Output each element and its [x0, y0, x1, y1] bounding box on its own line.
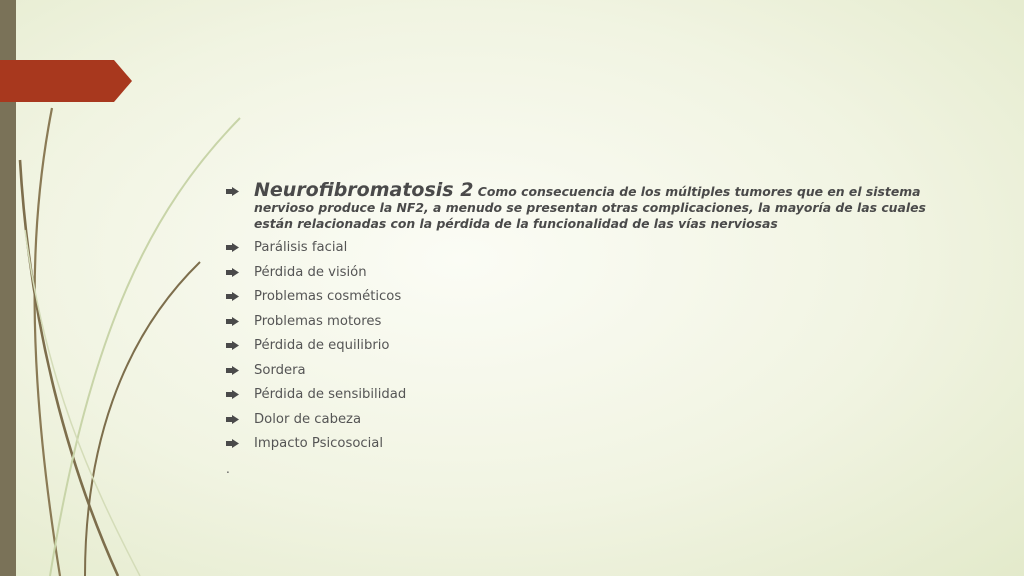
list-item: [226, 314, 961, 339]
arrow-right-bullet-icon: [226, 268, 239, 277]
list-item: [226, 240, 961, 265]
arrow-right-bullet-icon: [226, 317, 239, 326]
arrow-right-bullet-icon: [226, 187, 239, 196]
list-item: [226, 436, 961, 461]
list-item-text: Problemas motores: [254, 313, 382, 329]
decor-curve-2: [20, 160, 118, 576]
decor-curve-4: [50, 118, 240, 576]
decor-curve-5: [25, 230, 140, 576]
arrow-right-bullet-icon: [226, 292, 239, 301]
arrow-right-bullet-icon: [226, 415, 239, 424]
heading-body: Como consecuencia de los múltiples tumores que en el sistema nervioso produce la NF2, a menudo se presentan otras complicaciones, la mayoría de las cuales están relacionadas con la pérdida de la funcionalidad de las vías nerviosas: [254, 184, 926, 231]
list-item-text: Pérdida de sensibilidad: [254, 387, 407, 402]
arrow-right-bullet-icon: [226, 366, 239, 375]
list-item-text: Problemas cosméticos: [254, 289, 402, 304]
list-item-text: Parálisis facial: [254, 240, 348, 255]
arrow-right-bullet-icon: [226, 341, 239, 350]
list-item: [226, 387, 961, 412]
heading-paragraph: [254, 179, 961, 232]
decorative-curves: [0, 0, 260, 576]
list-item: [226, 265, 961, 290]
list-item: [226, 289, 961, 314]
list-item-text: Pérdida de equilibrio: [254, 338, 390, 353]
complications-list: [226, 240, 961, 461]
list-item: [226, 363, 961, 388]
list-item-text: Pérdida de visión: [254, 264, 367, 280]
arrow-right-bullet-icon: [226, 243, 239, 252]
list-item-text: Impacto Psicosocial: [254, 436, 384, 451]
heading-title: Neurofibromatosis 2: [254, 179, 474, 201]
list-item: [226, 338, 961, 363]
decor-curve-3: [85, 262, 200, 576]
slide-content: [226, 179, 961, 461]
list-item: [226, 412, 961, 437]
list-item-text: Sordera: [254, 362, 306, 378]
list-item-text: Dolor de cabeza: [254, 411, 362, 427]
trailing-mark: .: [226, 462, 230, 476]
decor-curve-1: [35, 108, 60, 576]
heading-bullet: [226, 179, 961, 232]
arrow-right-bullet-icon: [226, 439, 239, 448]
arrow-right-bullet-icon: [226, 390, 239, 399]
